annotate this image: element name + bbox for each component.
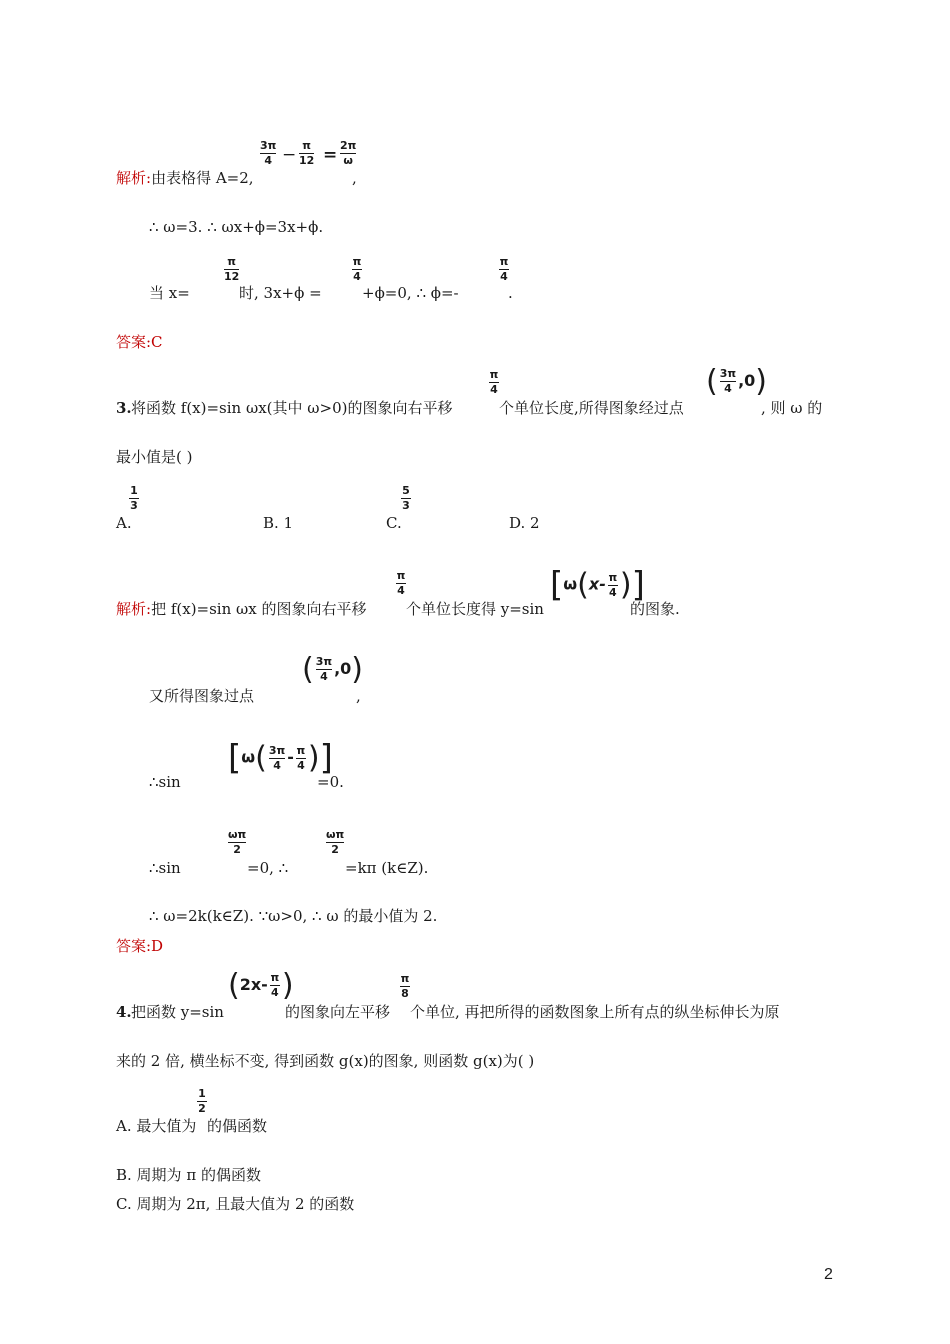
question-text: 个单位, 再把所得的函数图象上所有点的纵坐标伸长为原 (410, 1003, 780, 1021)
fraction: 3π 4 (260, 139, 277, 167)
question-text: 来的 2 倍, 横坐标不变, 得到函数 g(x)的图象, 则函数 g(x)为( ) (116, 1052, 535, 1070)
solution-label: 解析: (116, 169, 152, 187)
fraction: π 4 (489, 368, 499, 396)
solution-text: 个单位长度得 y=sin (406, 600, 544, 618)
fraction: 1 3 (130, 484, 138, 512)
solution-text: ∴ ω=2k(k∈Z). ∵ω>0, ∴ ω 的最小值为 2. (149, 907, 438, 925)
solution-label: 解析: (116, 600, 152, 618)
page-number: 2 (824, 1266, 833, 1283)
fraction: π 8 (400, 972, 410, 1000)
comma: , (352, 169, 357, 187)
question-text: 个单位长度,所得图象经过点 (499, 399, 684, 417)
fraction: 5 3 (402, 484, 410, 512)
fraction: 1 2 (198, 1087, 206, 1115)
solution-line-1 (116, 169, 254, 187)
solution-text: =0, ∴ (247, 859, 289, 877)
solution-text: 由表格得 A=2, (151, 169, 254, 187)
question-text: 的图象向左平移 (285, 1003, 391, 1021)
solution-line-3c: +ϕ=0, ∴ ϕ=- (362, 284, 459, 302)
comma: , (356, 687, 361, 705)
fraction: 2π ω (340, 139, 357, 167)
point-expression: ( $\frac{3\pi}{4}$ ,0) (302, 652, 364, 687)
solution-line-2: ∴ ω=3. ∴ ωx+ϕ=3x+ϕ. (149, 218, 324, 236)
answer-label: 答案:C (116, 333, 163, 351)
omega-expression: [ω( $\frac{3\pi}{4}$ - $\frac{\pi}{4}$ )] (228, 738, 333, 778)
sin-argument: (2x- $\frac{\pi}{4}$ ) (228, 968, 294, 1003)
question-number: 4. (116, 1003, 132, 1021)
option-a: A. 最大值为 (116, 1117, 197, 1135)
fraction: π 12 (299, 139, 315, 167)
option-c: C. (386, 514, 402, 532)
solution-text: =kπ (k∈Z). (345, 859, 429, 877)
omega-expression: [ω(x- $\frac{\pi}{4}$ )] (550, 565, 645, 605)
solution-text: 又所得图象过点 (149, 687, 255, 705)
point-expression: ( $\frac{3\pi}{4}$ ,0) (706, 364, 768, 399)
period: . (508, 284, 513, 302)
solution-text: ∴sin (149, 773, 181, 791)
question-text: 最小值是( ) (116, 448, 193, 466)
solution-line-3b: 时, 3x+ϕ = (239, 284, 322, 302)
option-d: D. 2 (509, 514, 540, 532)
solution-text: ∴sin (149, 859, 181, 877)
option-b: B. 周期为 π 的偶函数 (116, 1166, 261, 1184)
fraction: π 12 (224, 255, 240, 283)
fraction: ωπ 2 (326, 828, 345, 856)
solution-line-1: 解析:把 f(x)=sin ωx 的图象向右平移 (116, 600, 367, 618)
fraction: π 4 (499, 255, 509, 283)
solution-line-3a: 当 x= (149, 284, 190, 302)
answer-label: 答案:D (116, 937, 164, 955)
option-a-tail: 的偶函数 (207, 1117, 268, 1135)
solution-text: 的图象. (630, 600, 680, 618)
fraction: ωπ 2 (228, 828, 247, 856)
question-number: 3. (116, 399, 132, 417)
fraction: π 4 (396, 569, 406, 597)
question-text: 将函数 f(x)=sin ωx(其中 ω>0)的图象向右平移 (131, 399, 453, 417)
question-text: 把函数 y=sin (131, 1003, 224, 1021)
question-text: , 则 ω 的 (761, 399, 823, 417)
option-a: A. (116, 514, 132, 532)
minus-sign: − (282, 145, 297, 165)
equals-sign: = (323, 145, 338, 165)
solution-text: =0. (317, 773, 344, 791)
option-b: B. 1 (263, 514, 294, 532)
option-c: C. 周期为 2π, 且最大值为 2 的函数 (116, 1195, 355, 1213)
fraction: π 4 (352, 255, 362, 283)
